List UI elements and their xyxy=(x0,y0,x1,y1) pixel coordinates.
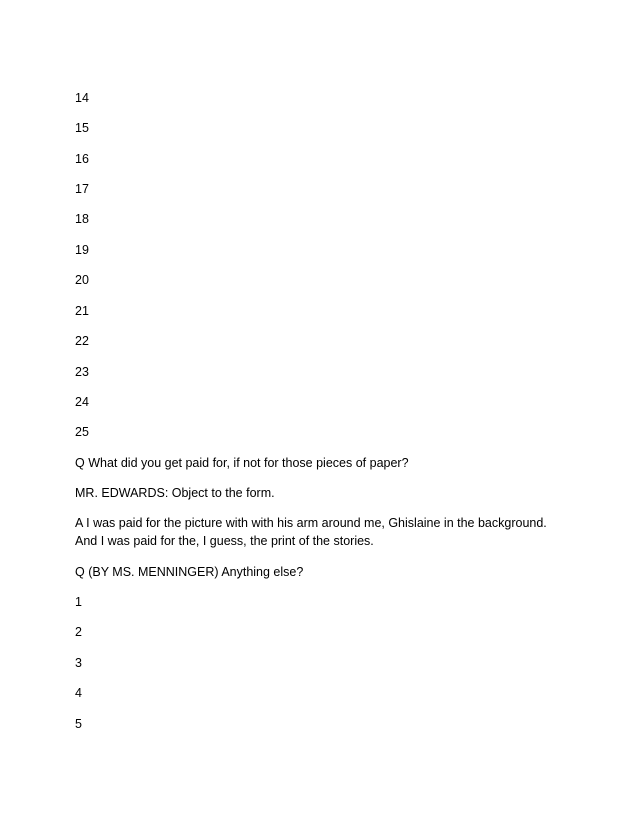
line-number: 23 xyxy=(75,365,89,379)
line-number: 18 xyxy=(75,212,89,226)
question-anything-else: Q (BY MS. MENNINGER) Anything else? xyxy=(75,565,304,579)
line-number: 14 xyxy=(75,91,89,105)
line-number: 17 xyxy=(75,182,89,196)
line-number: 4 xyxy=(75,686,82,700)
answer-paragraph: A I was paid for the picture with with his arm around me, Ghislaine in the background. And I was paid for the, I guess, the print of the stories. xyxy=(75,516,547,548)
line-number: 16 xyxy=(75,152,89,166)
line-number: 24 xyxy=(75,395,89,409)
line-number: 5 xyxy=(75,717,82,731)
line-number: 1 xyxy=(75,595,82,609)
objection-statement: MR. EDWARDS: Object to the form. xyxy=(75,486,275,500)
line-number: 3 xyxy=(75,656,82,670)
line-number: 21 xyxy=(75,304,89,318)
line-number: 19 xyxy=(75,243,89,257)
line-number: 25 xyxy=(75,425,89,439)
question-paid-for: Q What did you get paid for, if not for those pieces of paper? xyxy=(75,456,409,470)
line-number: 2 xyxy=(75,625,82,639)
line-number: 22 xyxy=(75,334,89,348)
line-number: 15 xyxy=(75,121,89,135)
line-number: 20 xyxy=(75,273,89,287)
